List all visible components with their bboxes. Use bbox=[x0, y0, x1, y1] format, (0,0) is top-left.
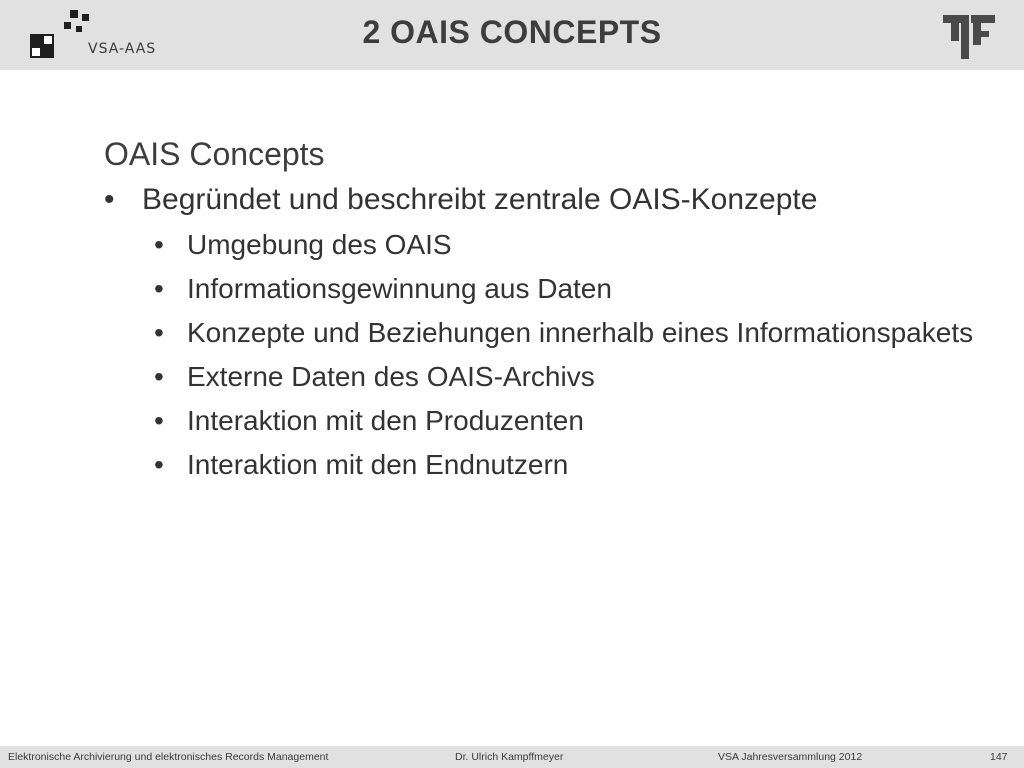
sub-bullet-item bbox=[104, 272, 984, 306]
sub-bullet-item bbox=[104, 404, 984, 438]
sub-bullet-text: Umgebung des OAIS bbox=[187, 229, 452, 260]
logo-bar bbox=[973, 15, 981, 45]
bullet-dot: • bbox=[154, 405, 164, 436]
logo-bar bbox=[961, 15, 969, 59]
organization-logo bbox=[943, 15, 995, 59]
slide-header bbox=[0, 0, 1024, 70]
bullet-dot: • bbox=[154, 449, 164, 480]
content-heading: OAIS Concepts bbox=[104, 136, 325, 172]
sub-bullet-item bbox=[104, 316, 984, 350]
page-number: 147 bbox=[990, 751, 1008, 763]
sub-bullet-text: Konzepte und Beziehungen innerhalb eines Informationspakets bbox=[187, 317, 974, 348]
sub-bullet-list bbox=[104, 228, 984, 482]
slide-content bbox=[104, 134, 984, 482]
sub-bullet-text: Informationsgewinnung aus Daten bbox=[187, 273, 612, 304]
logo-bar bbox=[951, 15, 959, 41]
bullet-dot: • bbox=[154, 317, 164, 348]
sub-bullet-item bbox=[104, 360, 984, 394]
bullet-text: Begründet und beschreibt zentrale OAIS-Konzepte bbox=[142, 183, 818, 216]
bullet-item bbox=[104, 182, 984, 218]
sub-bullet-text: Interaktion mit den Produzenten bbox=[187, 405, 584, 436]
footer-event: VSA Jahresversammlung 2012 bbox=[718, 751, 863, 763]
sub-bullet-item bbox=[104, 448, 984, 482]
sub-bullet-text: Externe Daten des OAIS-Archivs bbox=[187, 361, 595, 392]
logo-text: VSA-AAS bbox=[88, 41, 157, 57]
bullet-dot: • bbox=[154, 361, 164, 392]
bullet-dot: • bbox=[104, 183, 115, 216]
sub-bullet-text: Interaktion mit den Endnutzern bbox=[187, 449, 569, 480]
bullet-dot: • bbox=[154, 229, 164, 260]
sub-bullet-item bbox=[104, 228, 984, 262]
footer-course-title: Elektronische Archivierung und elektronisches Records Management bbox=[8, 751, 329, 763]
slide-title: 2 OAIS CONCEPTS bbox=[362, 14, 662, 50]
bullet-dot: • bbox=[154, 273, 164, 304]
logo-bar bbox=[973, 31, 989, 37]
slide-footer bbox=[0, 746, 1024, 768]
footer-author: Dr. Ulrich Kampffmeyer bbox=[455, 751, 564, 763]
